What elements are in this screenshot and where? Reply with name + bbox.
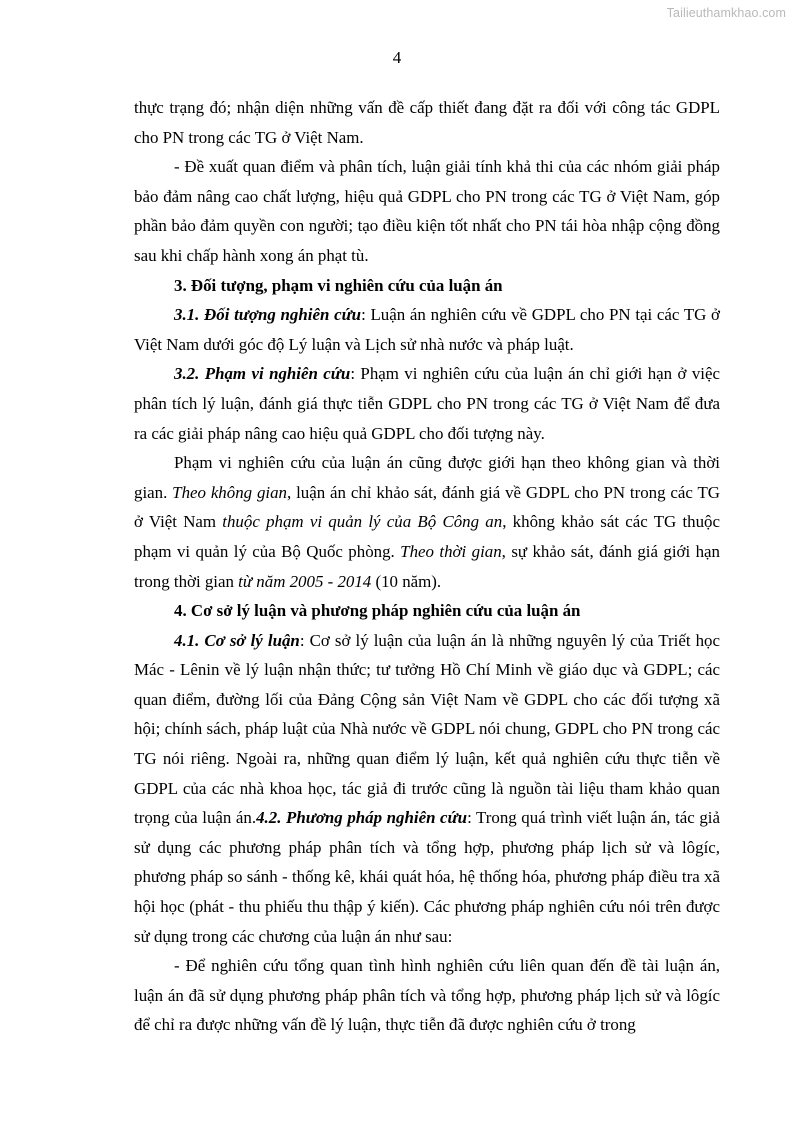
scope-italic-years: từ năm 2005 - 2014 [238,571,372,591]
subheading-3-1: 3.1. Đối tượng nghiên cứu [174,305,362,325]
scope-italic-time: Theo thời gian [400,541,502,561]
paragraph-3-1-text: : Luận án nghiên cứu về GDPL cho PN tại các TG ở Việt Nam dưới góc độ Lý luận và Lịch sử nhà nước và pháp luật. [134,305,720,354]
scope-italic-space: Theo không gian [172,482,287,502]
paragraph-continuation: thực trạng đó; nhận diện những vấn đề cấp thiết đang đặt ra đối với công tác GDPL cho PN trong các TG ở Việt Nam. [134,98,720,147]
paragraph-overview-method: - Để nghiên cứu tổng quan tình hình nghiên cứu liên quan đến đề tài luận án, luận án đã sử dụng phương pháp phân tích và tổng hợp, phương pháp lịch sử và lôgíc để chỉ ra được những vấn đề lý luận, thực tiễn đã được nghiên cứu ở trong [134,956,720,1035]
paragraph-4-1 [134,626,720,952]
section-heading-4: 4. Cơ sở lý luận và phương pháp nghiên cứu của luận án [174,601,581,621]
section-heading-3: 3. Đối tượng, phạm vi nghiên cứu của luận án [174,275,503,295]
scope-italic-ministry: thuộc phạm vi quản lý của Bộ Công an [222,512,503,532]
paragraph-3-2-text: : Phạm vi nghiên cứu của luận án chỉ giới hạn ở việc phân tích lý luận, đánh giá thực tiễn GDPL cho PN trong các TG ở Việt Nam để đưa ra các giải pháp nâng cao hiệu quả GDPL cho đối tượng này. [134,364,720,443]
paragraph-scope [134,448,720,596]
paragraph-4-2-text: : Trong quá trình viết luận án, tác giả sử dụng các phương pháp phân tích và tổng hợp, phương pháp lịch sử và lôgíc, phương pháp so sánh - thống kê, khái quát hóa, hệ thống hóa, phương pháp điều tra xã hội học (phát - thu phiếu thu thập ý kiến). Các phương pháp nghiên cứu nói trên được sử dụng trong các chương của luận án như sau: [134,808,720,946]
paragraph-3-2 [134,359,720,448]
subheading-3-2: 3.2. Phạm vi nghiên cứu [174,364,351,384]
scope-text-a: Phạm vi nghiên cứu của luận án cũng được giới hạn theo không gian và thời gian. [134,453,720,502]
scope-text-g: , sự khảo sát, đánh giá giới hạn trong thời gian [134,541,720,591]
subheading-4-1: 4.1. Cơ sở lý luận [174,630,300,650]
page-number: 4 [392,48,402,67]
watermark: Tailieuthamkhao.com [666,6,786,20]
scope-text-i: (10 năm). [371,571,442,591]
document-body [134,93,720,1040]
paragraph-4-1-text: : Cơ sở lý luận của luận án là những nguyên lý của Triết học Mác - Lênin về lý luận nhận thức; tư tưởng Hồ Chí Minh về giáo dục và GDPL; các quan điểm, đường lối của Đảng Cộng sản Việt Nam về GDPL cho các đối tượng xã hội; chính sách, pháp luật của Nhà nước về GDPL nói chung, GDPL cho PN trong các TG nói riêng. Ngoài ra, những quan điểm lý luận, kết quả nghiên cứu thực tiễn về GDPL của các nhà khoa học, tác giả đi trước cũng là nguồn tài liệu tham khảo quan trọng của luận án. [134,630,720,828]
paragraph-3-1 [134,300,720,359]
scope-text-c: , luận án chỉ khảo sát, đánh giá về GDPL cho PN trong các TG ở Việt Nam [134,482,720,532]
subheading-4-2: 4.2. Phương pháp nghiên cứu [256,808,468,828]
paragraph-proposal: - Đề xuất quan điểm và phân tích, luận giải tính khả thi của các nhóm giải pháp bảo đảm nâng cao chất lượng, hiệu quả GDPL cho PN trong các TG ở Việt Nam, góp phần bảo đảm quyền con người; tạo điều kiện tốt nhất cho PN tái hòa nhập cộng đồng sau khi chấp hành xong án phạt tù. [134,157,720,265]
scope-text-e: , không khảo sát các TG thuộc phạm vi quản lý của Bộ Quốc phòng. [134,512,720,561]
